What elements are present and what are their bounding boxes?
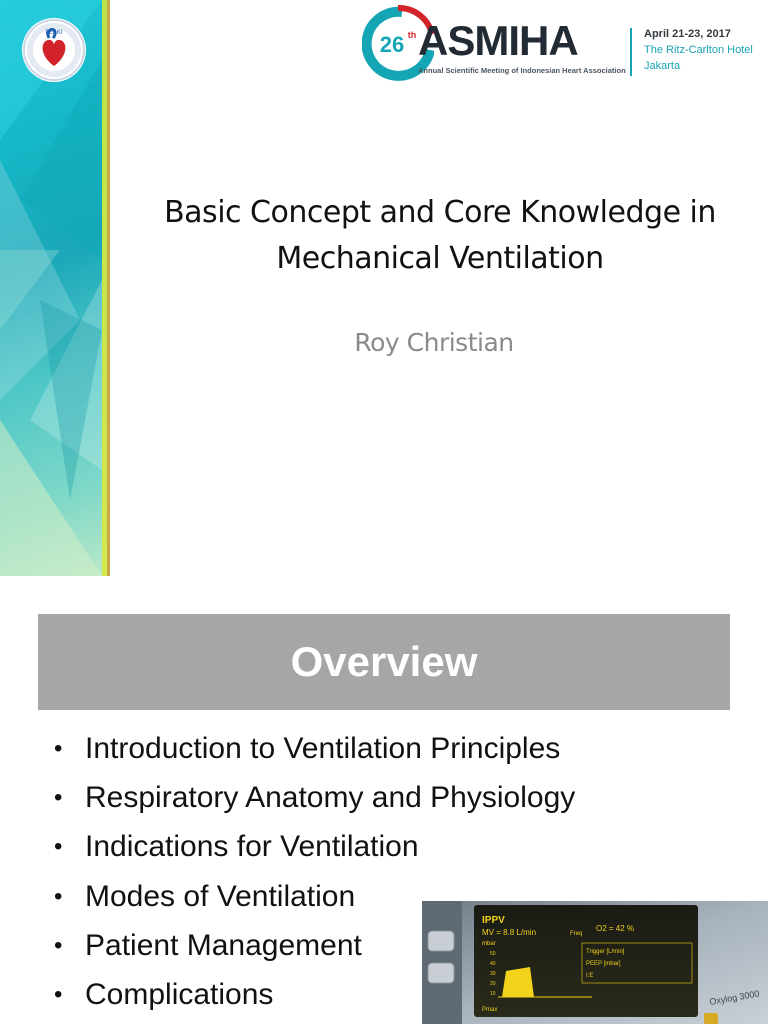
bullet-glyph: •: [54, 980, 63, 1008]
bullet-text: Complications: [85, 977, 274, 1011]
vent-ie: I:E: [586, 973, 594, 979]
vent-gauge-label: mbar: [482, 941, 496, 947]
vent-gauge-tick: 30: [490, 971, 496, 977]
vent-freq: Freq: [570, 931, 583, 937]
decorative-left-band: [0, 0, 102, 576]
event-city: Jakarta: [644, 60, 681, 72]
pressure-waveform: [502, 967, 534, 997]
bullet-text: Modes of Ventilation: [85, 879, 356, 913]
vent-gauge-tick: 40: [490, 961, 496, 967]
vent-brand: Oxylog 3000: [708, 988, 761, 1007]
bullet-text: Patient Management: [85, 928, 362, 962]
vent-peep: PEEP [mbar]: [586, 961, 621, 967]
title-line-2: Mechanical Ventilation: [276, 241, 604, 276]
overview-slide: [0, 576, 768, 1024]
bullet-text: Introduction to Ventilation Principles: [85, 732, 561, 765]
bullet-glyph: •: [54, 882, 63, 910]
svg-text:PERKI: PERKI: [45, 29, 63, 36]
author-name: Roy Christian: [354, 328, 514, 357]
vent-mode: IPPV: [482, 915, 505, 926]
bullet-item: [54, 822, 575, 871]
bullet-text: Respiratory Anatomy and Physiology: [85, 781, 576, 815]
vent-o2: O2 = 42 %: [596, 924, 635, 933]
bullet-item: [54, 773, 575, 822]
conference-tagline: Annual Scientific Meeting of Indonesian Heart Association: [418, 66, 626, 75]
title-line-1: Basic Concept and Core Knowledge in: [164, 195, 716, 230]
brand-divider: [630, 28, 632, 76]
vent-pmax: Pmax: [482, 1007, 498, 1013]
bullet-item: [54, 724, 575, 773]
ventilator-photo: [422, 901, 768, 1024]
bullet-glyph: •: [54, 735, 63, 762]
event-date: April 21-23, 2017: [644, 28, 731, 40]
overview-title: Overview: [290, 638, 478, 685]
vent-mv: MV = 8.8 L/min: [482, 928, 537, 937]
vent-trigger: Trigger [L/min]: [586, 949, 625, 955]
event-info: [644, 26, 753, 74]
edition-number: 26: [379, 32, 405, 57]
band-triangles: [0, 0, 102, 576]
edition-suffix: th: [407, 30, 417, 40]
perki-logo: [22, 18, 86, 82]
event-venue: The Ritz-Carlton Hotel: [644, 44, 753, 56]
bullet-glyph: •: [54, 931, 63, 959]
bullet-glyph: •: [54, 833, 63, 861]
asmiha-logo: [362, 4, 762, 84]
vent-gauge-tick: 10: [490, 991, 496, 997]
presentation-title: [116, 190, 764, 282]
bullet-glyph: •: [54, 784, 63, 812]
overview-header-bar: [38, 614, 730, 710]
decorative-olive-stripe: [107, 0, 110, 576]
conference-name: ASMIHA: [418, 17, 578, 64]
vent-gauge-tick: 20: [490, 981, 496, 987]
ventilator-illustration: [422, 901, 768, 1024]
vent-gauge-tick: 50: [490, 951, 496, 957]
bullet-text: Indications for Ventilation: [85, 830, 419, 864]
